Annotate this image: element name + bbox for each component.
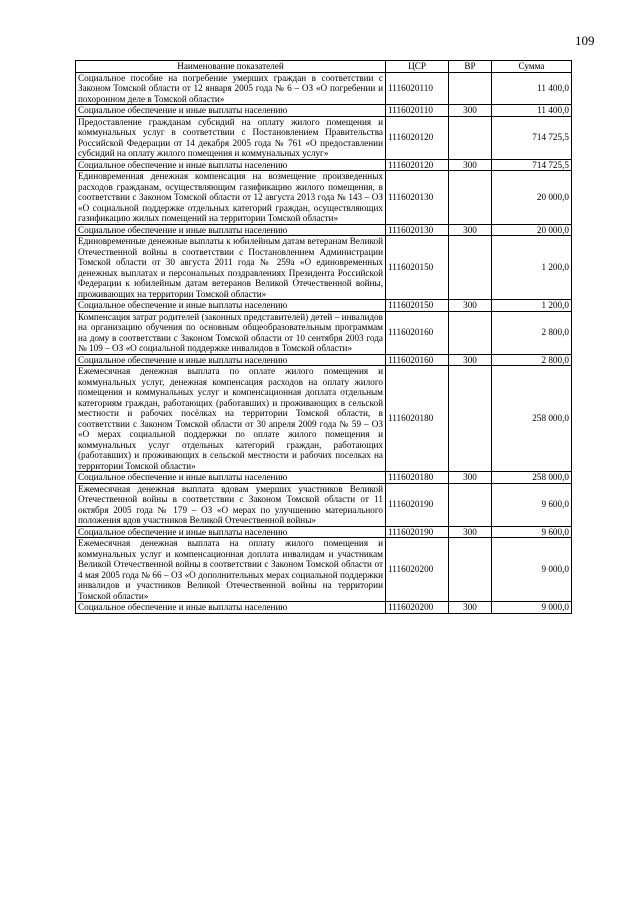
row-name: Социальное обеспечение и иные выплаты населению [76,354,386,366]
table-row [76,526,572,538]
row-vr [449,311,492,354]
row-vr [449,72,492,105]
table-row [76,483,572,526]
header-name: Наименование показателей [76,61,386,73]
row-csr: 1116020160 [386,311,449,354]
row-sum: 9 000,0 [492,602,572,614]
row-csr: 1116020200 [386,538,449,602]
row-csr: 1116020150 [386,236,449,300]
row-name: Социальное обеспечение и иные выплаты населению [76,602,386,614]
row-sum: 9 000,0 [492,538,572,602]
table-row [76,538,572,602]
row-name: Компенсация затрат родителей (законных представителей) детей – инвалидов на организацию обучения по основным общеобразовательным программам на дому в соответствии с Законом Томской области от 10 сентября 2003 года № 109 – ОЗ «О социальной поддержке инвалидов в Томской области» [76,311,386,354]
table-row [76,116,572,159]
row-vr: 300 [449,602,492,614]
row-sum: 20 000,0 [492,171,572,225]
table-row [76,366,572,472]
row-vr [449,483,492,526]
row-sum: 714 725,5 [492,116,572,159]
row-sum: 1 200,0 [492,300,572,312]
table-row [76,602,572,614]
row-csr: 1116020130 [386,171,449,225]
row-csr: 1116020110 [386,105,449,117]
row-csr: 1116020130 [386,224,449,236]
header-csr: ЦСР [386,61,449,73]
row-vr [449,366,492,472]
row-sum: 714 725,5 [492,159,572,171]
row-name: Социальное обеспечение и иные выплаты населению [76,300,386,312]
row-name: Единовременная денежная компенсация на возмещение произведенных расходов гражданам, осуществляющим газификацию жилого помещения, в соответствии с Законом Томской области от 12 августа 2013 года № 143 – ОЗ «О социальной поддержке отдельных категорий граждан, осуществляющих газификацию жилых помещений на территории Томской области» [76,171,386,225]
row-csr: 1116020110 [386,72,449,105]
row-name: Социальное обеспечение и иные выплаты населению [76,526,386,538]
row-vr: 300 [449,526,492,538]
row-csr: 1116020200 [386,602,449,614]
row-name: Ежемесячная денежная выплата по оплате жилого помещения и коммунальных услуг, денежная компенсация расходов на оплату жилого помещения и коммунальных услуг и компенсационная доплата отдельным категориям граждан, работающих (работавших) и проживающих в сельской местности и рабочих посёлках на территории Томской области, в соответствии с Законом Томской области от 30 апреля 2009 года № 59 – ОЗ «О мерах социальной поддержки по оплате жилого помещения и коммунальных услуг отдельных категорий граждан, работающих (работавших) и проживающих в сельской местности и рабочих поселках на территории Томской области» [76,366,386,472]
row-csr: 1116020190 [386,483,449,526]
row-vr [449,171,492,225]
table-row [76,236,572,300]
header-vr: ВР [449,61,492,73]
row-csr: 1116020190 [386,526,449,538]
row-vr: 300 [449,224,492,236]
row-sum: 9 600,0 [492,483,572,526]
page-number: 109 [575,33,595,48]
row-vr [449,236,492,300]
row-sum: 2 800,0 [492,311,572,354]
table-row [76,354,572,366]
row-sum: 11 400,0 [492,105,572,117]
row-csr: 1116020160 [386,354,449,366]
budget-table [75,60,572,614]
row-sum: 20 000,0 [492,224,572,236]
row-name: Единовременные денежные выплаты к юбилейным датам ветеранам Великой Отечественной войны в соответствии с Постановлением Администрации Томской области от 30 августа 2011 года № 259а «О единовременных денежных выплатах и персональных поздравлениях Президента Российской Федерации к юбилейным датам ветеранов Великой Отечественной войны, проживающих на территории Томской области» [76,236,386,300]
table-row [76,472,572,484]
row-name: Социальное пособие на погребение умерших граждан в соответствии с Законом Томской области от 12 января 2005 года № 6 – ОЗ «О погребении и похоронном деле в Томской области» [76,72,386,105]
row-sum: 2 800,0 [492,354,572,366]
row-vr [449,538,492,602]
row-sum: 258 000,0 [492,366,572,472]
table-row [76,224,572,236]
row-csr: 1116020120 [386,116,449,159]
row-csr: 1116020180 [386,472,449,484]
row-vr: 300 [449,472,492,484]
row-csr: 1116020120 [386,159,449,171]
table-row [76,159,572,171]
row-name: Ежемесячная денежная выплата на оплату жилого помещения и коммунальных услуг и компенсационная доплата инвалидам и участникам Великой Отечественной войны в соответствии с Законом Томской области от 4 мая 2005 года № 66 – ОЗ «О дополнительных мерах социальной поддержки инвалидов и участников Великой Отечественной войны на территории Томской области» [76,538,386,602]
row-vr: 300 [449,105,492,117]
row-name: Социальное обеспечение и иные выплаты населению [76,159,386,171]
table-row [76,171,572,225]
row-name: Предоставление гражданам субсидий на оплату жилого помещения и коммунальных услуг в соответствии с Постановлением Правительства Российской Федерации от 14 декабря 2005 года № 761 «О предоставлении субсидий на оплату жилого помещения и коммунальных услуг» [76,116,386,159]
row-csr: 1116020150 [386,300,449,312]
row-vr: 300 [449,300,492,312]
table-row [76,105,572,117]
table-row [76,72,572,105]
row-sum: 258 000,0 [492,472,572,484]
row-name: Социальное обеспечение и иные выплаты населению [76,105,386,117]
row-vr: 300 [449,354,492,366]
table-header-row [76,61,572,73]
row-vr [449,116,492,159]
row-name: Ежемесячная денежная выплата вдовам умерших участников Великой Отечественной войны в соответствии с Законом Томской области от 11 октября 2005 года № 179 – ОЗ «О мерах по улучшению материального положения вдов участников Великой Отечественной войны» [76,483,386,526]
row-csr: 1116020180 [386,366,449,472]
row-sum: 11 400,0 [492,72,572,105]
row-name: Социальное обеспечение и иные выплаты населению [76,472,386,484]
row-name: Социальное обеспечение и иные выплаты населению [76,224,386,236]
table-row [76,300,572,312]
table-row [76,311,572,354]
row-vr: 300 [449,159,492,171]
header-sum: Сумма [492,61,572,73]
row-sum: 1 200,0 [492,236,572,300]
row-sum: 9 600,0 [492,526,572,538]
